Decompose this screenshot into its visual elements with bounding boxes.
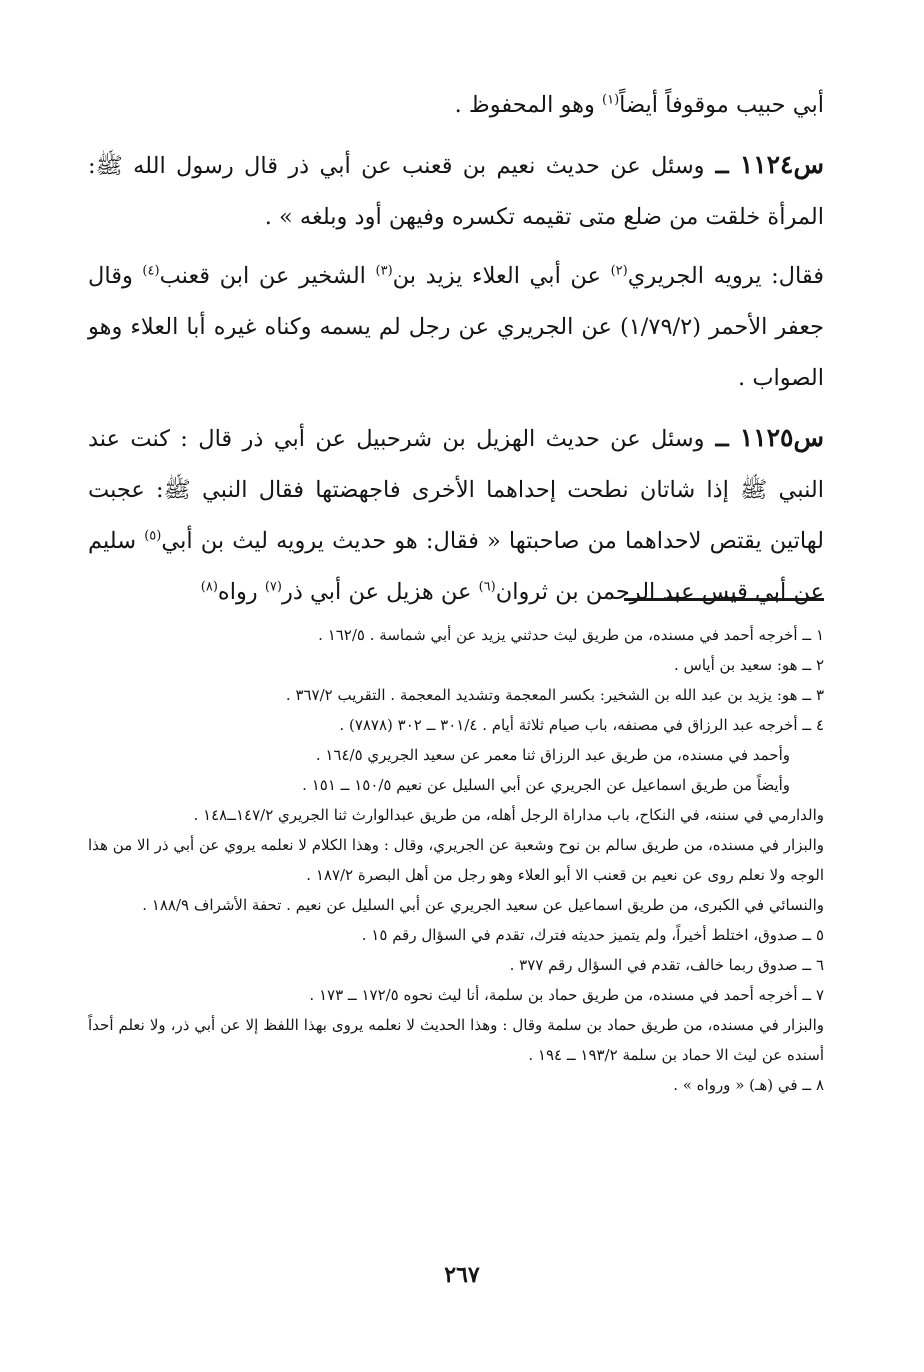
footnote-3 — [88, 680, 824, 710]
footnote-number: ٧ ــ — [802, 986, 824, 1004]
footnote-text: أخرجه أحمد في مسنده، من طريق ليث حدثني يزيد عن أبي شماسة . ١٦٢/٥ . — [318, 626, 798, 644]
question-1124 — [88, 139, 824, 243]
page-number: ٢٦٧ — [444, 1262, 480, 1288]
footnote-ref-4[interactable]: (٤) — [142, 263, 160, 279]
text: الشخير عن ابن قعنب — [159, 263, 376, 289]
footnote-4-continuation: والدارمي في سننه، في النكاح، باب مداراة الرجل أهله، من طريق عبدالوارث ثنا الجريري ١٤٧/٢ــ١٤٨ . — [193, 806, 824, 824]
footnote-text: هو: سعيد بن أياس . — [674, 656, 798, 674]
question-text: وسئل عن حديث نعيم بن قعنب عن أبي ذر قال رسول الله ﷺ: المرأة خلقت من ضلع متى تقيمه تكسره وفيهن أود وبلغه » . — [88, 153, 824, 230]
footnote-4-continuation: وأيضاً من طريق اسماعيل عن الجريري عن أبي السليل عن نعيم ١٥٠/٥ ــ ١٥١ . — [302, 776, 790, 794]
answer-1124 — [88, 251, 824, 404]
footnote-text: أخرجه أحمد في مسنده، من طريق حماد بن سلمة، أنا ليث نحوه ١٧٢/٥ ــ ١٧٣ . — [309, 986, 798, 1004]
footnote-1 — [88, 620, 824, 650]
footnote-number: ٥ ــ — [802, 926, 824, 944]
footnote-text: صدوق ربما خالف، تقدم في السؤال رقم ٣٧٧ . — [509, 956, 798, 974]
footnote-ref-1[interactable]: (١) — [602, 92, 620, 108]
footnote-ref-5[interactable]: (٥) — [144, 528, 162, 544]
footnote-7-continuation: والبزار في مسنده، من طريق حماد بن سلمة وقال : وهذا الحديث لا نعلمه يروى بهذا اللفظ إلا عن أبي ذر، ولا نعلم أحداً أسنده عن ليث الا حماد بن سلمة ١٩٣/٢ ــ ١٩٤ . — [88, 1016, 824, 1064]
question-number: س١١٢٥ — [739, 423, 824, 452]
footnote-number: ١ ــ — [802, 626, 824, 644]
question-1125 — [88, 412, 824, 618]
footnote-text: هو: يزيد بن عبد الله بن الشخير: بكسر المعجمة وتشديد المعجمة . التقريب ٣٦٧/٢ . — [285, 686, 798, 704]
footnote-7 — [88, 980, 824, 1010]
footnote-ref-7[interactable]: (٧) — [264, 579, 282, 595]
footnote-8 — [88, 1070, 824, 1100]
footnote-ref-8[interactable]: (٨) — [200, 579, 218, 595]
footnote-4 — [88, 710, 824, 740]
paragraph-continuation — [88, 80, 824, 131]
main-text — [88, 80, 824, 618]
text: أبي حبيب موقوفاً أيضاً — [619, 92, 824, 118]
document-page — [88, 80, 824, 1310]
text: عن أبي العلاء يزيد بن — [392, 263, 611, 289]
footnote-number: ٨ ــ — [802, 1076, 824, 1094]
footnote-ref-3[interactable]: (٣) — [375, 263, 393, 279]
text: فقال: يرويه الجريري — [627, 263, 825, 289]
question-dash: ــ — [704, 426, 740, 452]
footnote-ref-6[interactable]: (٦) — [478, 579, 496, 595]
footnote-4-continuation: وأحمد في مسنده، من طريق عبد الرزاق ثنا معمر عن سعيد الجريري ١٦٤/٥ . — [315, 746, 790, 764]
text: رواه — [217, 579, 265, 605]
footnote-number: ٣ ــ — [802, 686, 824, 704]
text: سليم عن أبي قيس عبد الرحمن بن ثروان — [88, 528, 824, 605]
text: وهو المحفوظ . — [454, 92, 602, 118]
footnote-6 — [88, 950, 824, 980]
text: عن هزيل عن أبي ذر — [281, 579, 479, 605]
footnote-separator — [624, 598, 824, 601]
footnote-ref-2[interactable]: (٢) — [610, 263, 628, 279]
footnote-2 — [88, 650, 824, 680]
footnote-number: ٦ ــ — [802, 956, 824, 974]
footnote-5 — [88, 920, 824, 950]
question-number: س١١٢٤ — [739, 150, 824, 179]
footnotes — [88, 620, 824, 1100]
question-dash: ــ — [704, 153, 740, 179]
footnote-4-continuation: والنسائي في الكبرى، من طريق اسماعيل عن سعيد الجريري عن أبي السليل عن نعيم . تحفة الأشراف ١٨٨/٩ . — [142, 896, 824, 914]
text: وقال جعفر الأحمر (١/٧٩/٢) عن الجريري عن رجل لم يسمه وكناه غيره أبا العلاء وهو الصواب . — [88, 263, 824, 391]
footnote-text: أخرجه عبد الرزاق في مصنفه، باب صيام ثلاثة أيام . ٣٠١/٤ ــ ٣٠٢ (٧٨٧٨) . — [339, 716, 798, 734]
footnote-number: ٤ ــ — [802, 716, 824, 734]
footnote-number: ٢ ــ — [802, 656, 824, 674]
footnote-text: في (هـ) « ورواه » . — [673, 1076, 798, 1094]
footnote-4-continuation: والبزار في مسنده، من طريق سالم بن نوح وشعبة عن الجريري، وقال : وهذا الكلام لا نعلمه يروي عن أبي ذر الا من هذا الوجه ولا نعلم روى عن نعيم بن قعنب الا أبو العلاء وهو رجل من أهل البصرة ١٨٧/٢ . — [88, 836, 824, 884]
question-text: وسئل عن حديث الهزيل بن شرحبيل عن أبي ذر قال : كنت عند النبي ﷺ إذا شاتان نطحت إحداهما الأخرى فاجهضتها فقال النبي ﷺ: عجبت لهاتين يقتص لاحداهما من صاحبتها « فقال: هو حديث يرويه ليث بن أبي — [88, 426, 825, 554]
footnote-text: صدوق، اختلط أخيراً، ولم يتميز حديثه فترك، تقدم في السؤال رقم ١٥ . — [361, 926, 798, 944]
